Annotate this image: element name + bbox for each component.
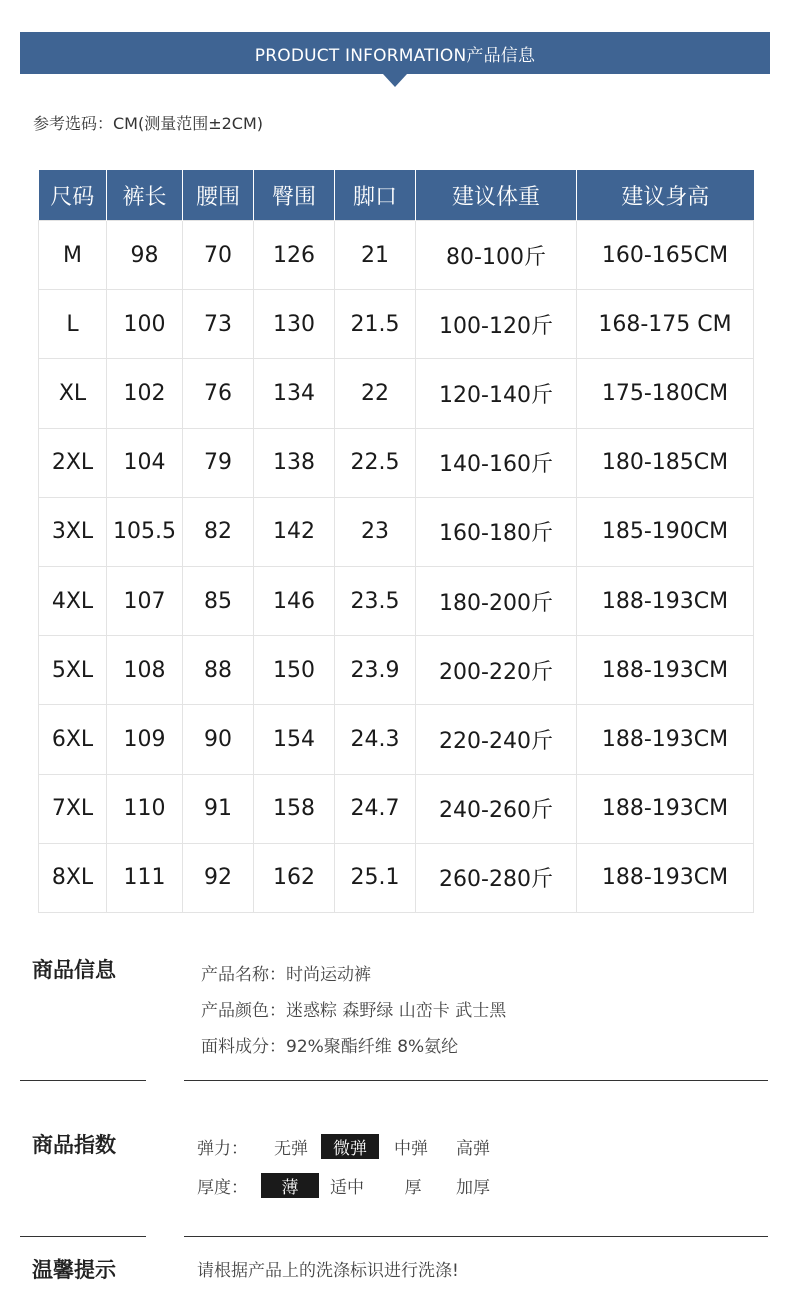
cell-leg-opening: 23.9 [335, 636, 416, 705]
cell-length: 107 [107, 566, 183, 635]
table-row [39, 221, 754, 290]
cell-length: 104 [107, 428, 183, 497]
header-length: 裤长 [107, 170, 183, 221]
table-row [39, 428, 754, 497]
cell-hip: 130 [254, 290, 335, 359]
tips-text: 请根据产品上的洗涤标识进行洗涤! [197, 1261, 459, 1281]
cell-hip: 134 [254, 359, 335, 428]
thickness-option: 厚 [404, 1178, 422, 1198]
cell-size: 8XL [39, 843, 107, 912]
product-color-line: 产品颜色：迷惑粽 森野绿 山峦卡 武士黑 [201, 1001, 507, 1021]
tips-title: 温馨提示 [32, 1258, 116, 1282]
product-fabric-line: 面料成分：92%聚酯纤维 8%氨纶 [201, 1037, 459, 1057]
cell-hip: 154 [254, 705, 335, 774]
cell-leg-opening: 22 [335, 359, 416, 428]
thickness-option: 适中 [330, 1178, 364, 1198]
cell-hip: 138 [254, 428, 335, 497]
elasticity-option: 中弹 [394, 1139, 428, 1159]
cell-leg-opening: 22.5 [335, 428, 416, 497]
cell-weight: 140-160斤 [416, 428, 577, 497]
cell-height: 168-175 CM [577, 290, 754, 359]
cell-length: 111 [107, 843, 183, 912]
divider [20, 1080, 146, 1081]
cell-height: 188-193CM [577, 566, 754, 635]
cell-length: 110 [107, 774, 183, 843]
cell-waist: 92 [183, 843, 254, 912]
cell-height: 188-193CM [577, 705, 754, 774]
cell-weight: 120-140斤 [416, 359, 577, 428]
cell-length: 108 [107, 636, 183, 705]
elasticity-option: 无弹 [274, 1139, 308, 1159]
cell-waist: 76 [183, 359, 254, 428]
table-row [39, 290, 754, 359]
cell-size: 6XL [39, 705, 107, 774]
cell-waist: 90 [183, 705, 254, 774]
product-name-line: 产品名称：时尚运动裤 [201, 965, 371, 985]
cell-hip: 142 [254, 497, 335, 566]
cell-size: 2XL [39, 428, 107, 497]
table-row [39, 774, 754, 843]
header-height: 建议身高 [577, 170, 754, 221]
cell-hip: 146 [254, 566, 335, 635]
cell-weight: 100-120斤 [416, 290, 577, 359]
table-row [39, 359, 754, 428]
cell-leg-opening: 21 [335, 221, 416, 290]
cell-length: 105.5 [107, 497, 183, 566]
product-index-title: 商品指数 [32, 1133, 116, 1157]
cell-waist: 85 [183, 566, 254, 635]
cell-waist: 91 [183, 774, 254, 843]
size-table [38, 170, 754, 913]
elasticity-option: 高弹 [456, 1139, 490, 1159]
cell-leg-opening: 21.5 [335, 290, 416, 359]
cell-weight: 180-200斤 [416, 566, 577, 635]
cell-height: 175-180CM [577, 359, 754, 428]
cell-leg-opening: 24.7 [335, 774, 416, 843]
product-info-title: 商品信息 [32, 958, 116, 982]
cell-waist: 70 [183, 221, 254, 290]
cell-hip: 150 [254, 636, 335, 705]
header-weight: 建议体重 [416, 170, 577, 221]
cell-waist: 82 [183, 497, 254, 566]
section-banner [20, 32, 770, 74]
cell-length: 100 [107, 290, 183, 359]
cell-waist: 88 [183, 636, 254, 705]
cell-weight: 80-100斤 [416, 221, 577, 290]
header-waist: 腰围 [183, 170, 254, 221]
cell-hip: 158 [254, 774, 335, 843]
cell-weight: 160-180斤 [416, 497, 577, 566]
cell-height: 188-193CM [577, 843, 754, 912]
banner-title: PRODUCT INFORMATION产品信息 [254, 45, 536, 66]
table-row [39, 705, 754, 774]
cell-height: 188-193CM [577, 774, 754, 843]
cell-height: 185-190CM [577, 497, 754, 566]
cell-size: 7XL [39, 774, 107, 843]
divider [20, 1236, 146, 1237]
elasticity-label: 弹力： [197, 1139, 248, 1159]
cell-weight: 260-280斤 [416, 843, 577, 912]
divider [184, 1236, 768, 1237]
cell-waist: 73 [183, 290, 254, 359]
elasticity-option-selected: 微弹 [321, 1134, 379, 1159]
table-row [39, 636, 754, 705]
cell-leg-opening: 24.3 [335, 705, 416, 774]
header-size: 尺码 [39, 170, 107, 221]
elasticity-row [197, 1134, 517, 1160]
cell-leg-opening: 23.5 [335, 566, 416, 635]
cell-size: 3XL [39, 497, 107, 566]
cell-weight: 240-260斤 [416, 774, 577, 843]
reference-note: 参考选码：CM(测量范围±2CM) [33, 114, 264, 133]
cell-leg-opening: 23 [335, 497, 416, 566]
cell-size: XL [39, 359, 107, 428]
cell-height: 188-193CM [577, 636, 754, 705]
cell-size: 5XL [39, 636, 107, 705]
table-header-row [39, 170, 754, 221]
thickness-option-selected: 薄 [261, 1173, 319, 1198]
cell-weight: 220-240斤 [416, 705, 577, 774]
thickness-option: 加厚 [456, 1178, 490, 1198]
thickness-label: 厚度： [197, 1178, 248, 1198]
cell-weight: 200-220斤 [416, 636, 577, 705]
cell-height: 160-165CM [577, 221, 754, 290]
table-row [39, 843, 754, 912]
table-row [39, 566, 754, 635]
cell-length: 98 [107, 221, 183, 290]
header-leg-opening: 脚口 [335, 170, 416, 221]
cell-size: M [39, 221, 107, 290]
cell-height: 180-185CM [577, 428, 754, 497]
cell-hip: 126 [254, 221, 335, 290]
cell-waist: 79 [183, 428, 254, 497]
thickness-row [197, 1173, 517, 1199]
cell-length: 109 [107, 705, 183, 774]
cell-leg-opening: 25.1 [335, 843, 416, 912]
banner-arrow-icon [383, 74, 407, 87]
cell-length: 102 [107, 359, 183, 428]
cell-size: L [39, 290, 107, 359]
header-hip: 臀围 [254, 170, 335, 221]
table-row [39, 497, 754, 566]
cell-size: 4XL [39, 566, 107, 635]
cell-hip: 162 [254, 843, 335, 912]
divider [184, 1080, 768, 1081]
